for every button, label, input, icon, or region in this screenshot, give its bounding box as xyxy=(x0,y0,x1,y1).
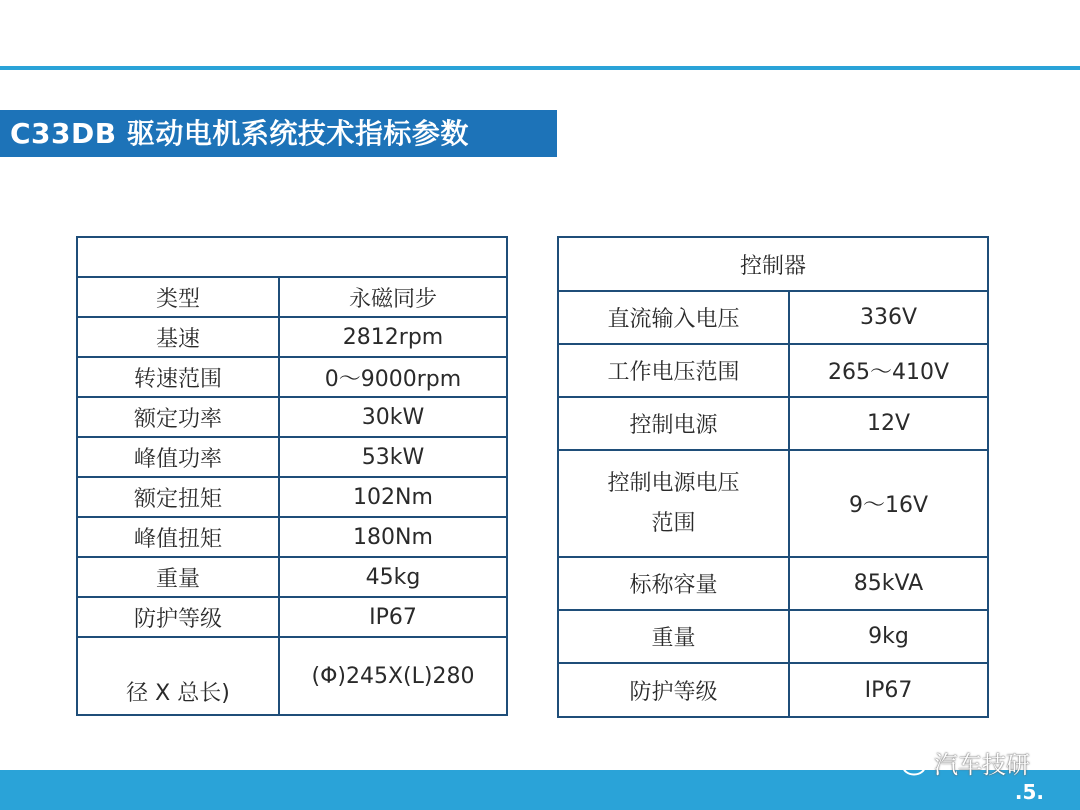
row-label xyxy=(77,637,279,715)
table-row xyxy=(558,610,988,663)
row-value: 12V xyxy=(789,397,988,450)
table-row xyxy=(77,317,507,357)
row-label-line-2: 范围 xyxy=(651,510,696,536)
row-value: 85kVA xyxy=(789,557,988,610)
table-header-row xyxy=(77,237,507,277)
row-label: 防护等级 xyxy=(558,663,789,717)
controller-table-header: 控制器 xyxy=(558,237,988,291)
row-label: 控制电源 xyxy=(558,397,789,450)
row-label: 重量 xyxy=(77,557,279,597)
row-value: IP67 xyxy=(279,597,507,637)
row-label: 直流输入电压 xyxy=(558,291,789,344)
row-label: 峰值功率 xyxy=(77,437,279,477)
table-row xyxy=(77,437,507,477)
table-row xyxy=(558,397,988,450)
table-row xyxy=(77,277,507,317)
row-label: 额定扭矩 xyxy=(77,477,279,517)
page-number: .5. xyxy=(1014,780,1044,804)
table-row xyxy=(77,597,507,637)
table-row xyxy=(77,357,507,397)
row-value: 45kg xyxy=(279,557,507,597)
table-row xyxy=(77,637,507,715)
row-value: 265～410V xyxy=(789,344,988,397)
title-banner xyxy=(0,110,557,157)
top-divider-line xyxy=(0,66,1080,70)
row-label: 基速 xyxy=(77,317,279,357)
row-value: 永磁同步 xyxy=(279,277,507,317)
table-row xyxy=(558,663,988,717)
row-label: 重量 xyxy=(558,610,789,663)
motor-spec-table xyxy=(76,236,508,716)
table-row xyxy=(558,291,988,344)
row-value: 53kW xyxy=(279,437,507,477)
row-value: 9kg xyxy=(789,610,988,663)
slide-title: C33DB 驱动电机系统技术指标参数 xyxy=(10,117,469,150)
row-value: (Φ)245X(L)280 xyxy=(279,637,507,715)
watermark-text: 汽车技研 xyxy=(934,750,1030,779)
row-value: 30kW xyxy=(279,397,507,437)
row-label: 标称容量 xyxy=(558,557,789,610)
watermark xyxy=(888,744,1030,780)
row-label: 防护等级 xyxy=(77,597,279,637)
row-label: 峰值扭矩 xyxy=(77,517,279,557)
row-label: 类型 xyxy=(77,277,279,317)
row-label: 额定功率 xyxy=(77,397,279,437)
row-label: 转速范围 xyxy=(77,357,279,397)
row-label xyxy=(558,450,789,557)
row-value: 2812rpm xyxy=(279,317,507,357)
row-value: 336V xyxy=(789,291,988,344)
row-label: 工作电压范围 xyxy=(558,344,789,397)
table-row xyxy=(558,450,988,557)
controller-spec-table xyxy=(557,236,989,718)
row-value: 9～16V xyxy=(789,450,988,557)
row-value: 102Nm xyxy=(279,477,507,517)
table-row xyxy=(77,397,507,437)
table-row xyxy=(77,557,507,597)
table-row xyxy=(558,557,988,610)
dimension-label: 径 X 总长) xyxy=(126,680,230,706)
row-value: 0～9000rpm xyxy=(279,357,507,397)
table-row xyxy=(77,477,507,517)
wechat-icon xyxy=(888,746,928,778)
table-row xyxy=(77,517,507,557)
row-label-line-1: 控制电源电压 xyxy=(607,470,740,496)
row-value: 180Nm xyxy=(279,517,507,557)
row-value: IP67 xyxy=(789,663,988,717)
table-header-row xyxy=(558,237,988,291)
motor-table-header xyxy=(77,237,507,277)
table-row xyxy=(558,344,988,397)
